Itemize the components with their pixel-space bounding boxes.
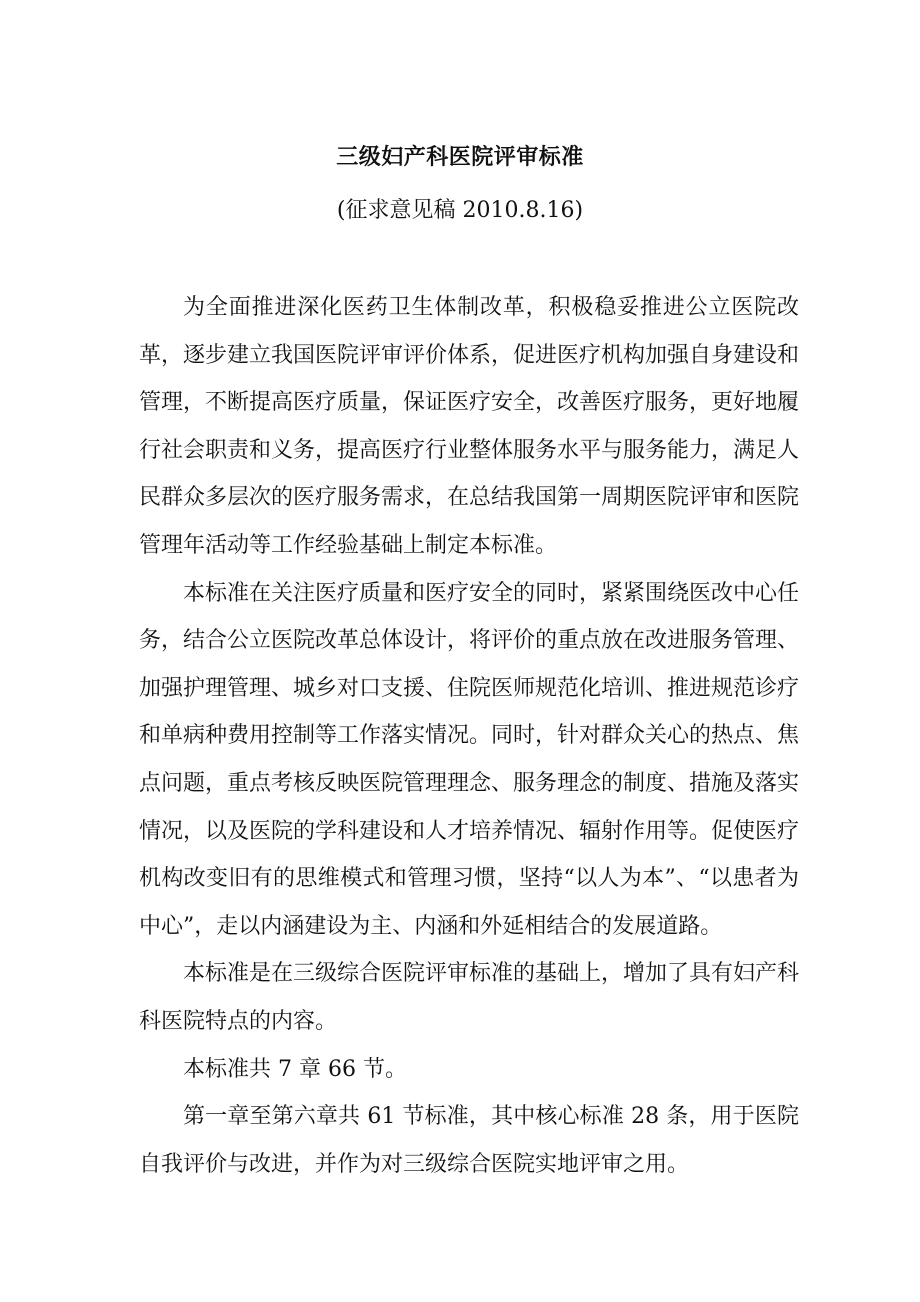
paragraph-intro: 为全面推进深化医药卫生体制改革，积极稳妥推进公立医院改革，逐步建立我国医院评审评价体系，促进医疗机构加强自身建设和管理，不断提高医疗质量，保证医疗安全，改善医疗服务，更好地履行社会职责和义务，提高医疗行业整体服务水平与服务能力，满足人民群众多层次的医疗服务需求，在总结我国第一周期医院评审和医院管理年活动等工作经验基础上制定本标准。 — [139, 295, 800, 558]
document-subtitle: (征求意见稿 2010.8.16) — [336, 198, 584, 223]
document-title: 三级妇产科医院评审标准 — [336, 144, 584, 170]
document-body — [139, 284, 799, 1188]
paragraph-structure: 本标准共 7 章 66 节。 — [183, 1056, 407, 1082]
paragraph-usage: 第一章至第六章共 61 节标准，其中核心标准 28 条，用于医院自我评价与改进，并作为对三级综合医院实地评审之用。 — [139, 1104, 799, 1177]
paragraph-focus: 本标准在关注医疗质量和医疗安全的同时，紧紧围绕医改中心任务，结合公立医院改革总体设计，将评价的重点放在改进服务管理、加强护理管理、城乡对口支援、住院医师规范化培训、推进规范诊疗和单病种费用控制等工作落实情况。同时，针对群众关心的热点、焦点问题，重点考核反映医院管理理念、服务理念的制度、措施及落实情况，以及医院的学科建设和人才培养情况、辐射作用等。促使医疗机构改变旧有的思维模式和管理习惯，坚持“以人为本”、“以患者为中心”，走以内涵建设为主、内涵和外延相结合的发展道路。 — [139, 580, 800, 939]
paragraph-basis: 本标准是在三级综合医院评审标准的基础上，增加了具有妇产科科医院特点的内容。 — [139, 961, 800, 1034]
